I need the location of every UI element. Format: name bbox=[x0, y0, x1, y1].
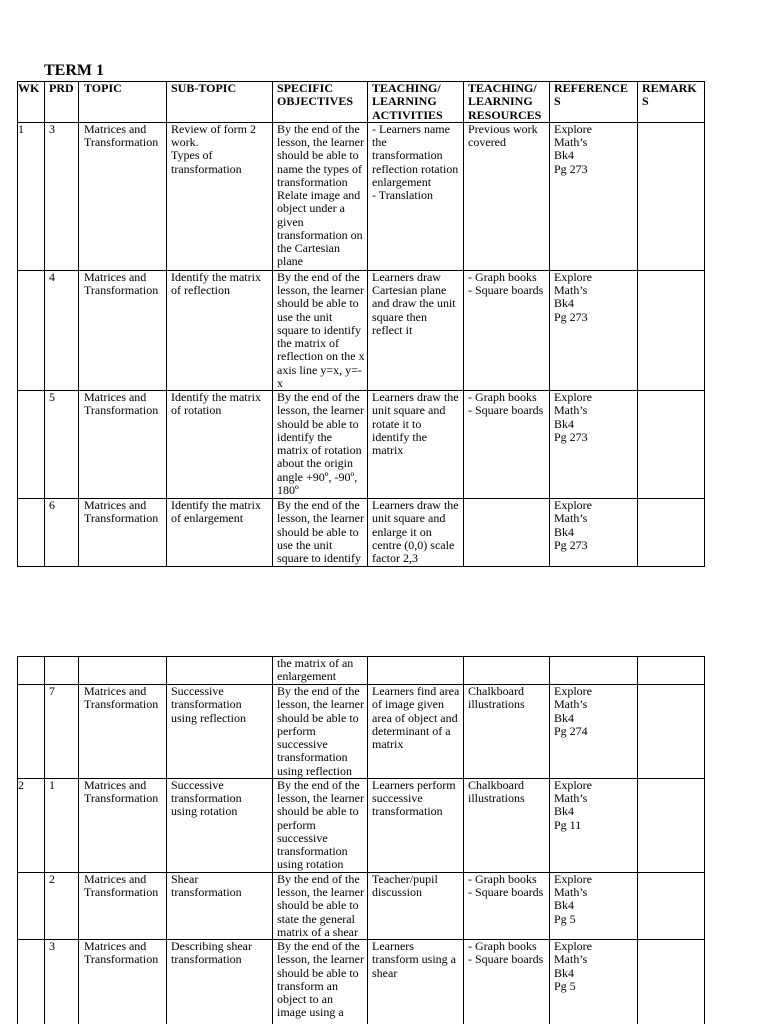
scheme-of-work-table-1 bbox=[17, 81, 705, 567]
cell-objectives: By the end of the lesson, the learner should be able to transform an object to an image using a bbox=[273, 940, 368, 1024]
cell-prd: 1 bbox=[45, 778, 79, 872]
cell-subtopic bbox=[167, 657, 273, 685]
page-2-clip bbox=[16, 655, 706, 1024]
cell-remarks bbox=[638, 940, 705, 1024]
cell-remarks bbox=[638, 657, 705, 685]
header-topic: TOPIC bbox=[79, 82, 167, 123]
cell-subtopic: Identify the matrix of rotation bbox=[167, 391, 273, 499]
cell-references: Explore Math’s Bk4 Pg 11 bbox=[550, 778, 638, 872]
cell-references: Explore Math’s Bk4 Pg 5 bbox=[550, 940, 638, 1024]
cell-remarks bbox=[638, 499, 705, 567]
cell-activities: Teacher/pupil discussion bbox=[368, 872, 464, 939]
cell-wk: 2 bbox=[18, 778, 45, 872]
cell-activities: Learners draw the unit square and enlarge it on centre (0,0) scale factor 2,3 bbox=[368, 499, 464, 567]
cell-topic: Matrices and Transformation bbox=[79, 685, 167, 779]
table-row bbox=[18, 270, 705, 390]
cell-references: Explore Math’s Bk4 Pg 273 bbox=[550, 499, 638, 567]
cell-prd: 3 bbox=[45, 940, 79, 1024]
cell-resources: - Graph books - Square boards bbox=[464, 270, 550, 390]
header-remarks: REMARK S bbox=[638, 82, 705, 123]
cell-activities: - Learners name the transformation reflection rotation enlargement - Translation bbox=[368, 122, 464, 270]
cell-prd: 7 bbox=[45, 685, 79, 779]
cell-wk bbox=[18, 391, 45, 499]
cell-objectives: By the end of the lesson, the learner should be able to use the unit square to identify bbox=[273, 499, 368, 567]
cell-activities: Learners draw the unit square and rotate it to identify the matrix bbox=[368, 391, 464, 499]
cell-topic: Matrices and Transformation bbox=[79, 872, 167, 939]
cell-prd: 4 bbox=[45, 270, 79, 390]
cell-subtopic: Successive transformation using reflection bbox=[167, 685, 273, 779]
table-row bbox=[18, 872, 705, 939]
cell-resources bbox=[464, 499, 550, 567]
cell-wk bbox=[18, 657, 45, 685]
cell-subtopic: Identify the matrix of enlargement bbox=[167, 499, 273, 567]
table-row bbox=[18, 685, 705, 779]
cell-prd: 6 bbox=[45, 499, 79, 567]
header-subtopic: SUB-TOPIC bbox=[167, 82, 273, 123]
cell-resources: Chalkboard illustrations bbox=[464, 778, 550, 872]
cell-references: Explore Math’s Bk4 Pg 274 bbox=[550, 685, 638, 779]
cell-remarks bbox=[638, 685, 705, 779]
cell-resources: Chalkboard illustrations bbox=[464, 685, 550, 779]
cell-objectives: By the end of the lesson, the learner should be able to perform successive transformation using reflection bbox=[273, 685, 368, 779]
cell-references: Explore Math’s Bk4 Pg 5 bbox=[550, 872, 638, 939]
cell-prd: 3 bbox=[45, 122, 79, 270]
header-wk: WK bbox=[18, 82, 45, 123]
header-row bbox=[18, 82, 705, 123]
cell-remarks bbox=[638, 270, 705, 390]
cell-remarks bbox=[638, 391, 705, 499]
table-body bbox=[18, 657, 705, 1024]
scheme-of-work-table-2 bbox=[17, 656, 705, 1024]
cell-references: Explore Math’s Bk4 Pg 273 bbox=[550, 270, 638, 390]
cell-topic: Matrices and Transformation bbox=[79, 499, 167, 567]
header-references: REFERENCE S bbox=[550, 82, 638, 123]
cell-topic: Matrices and Transformation bbox=[79, 122, 167, 270]
cell-references: Explore Math’s Bk4 Pg 273 bbox=[550, 391, 638, 499]
cell-remarks bbox=[638, 778, 705, 872]
cell-topic: Matrices and Transformation bbox=[79, 778, 167, 872]
cell-prd: 2 bbox=[45, 872, 79, 939]
header-objectives: SPECIFIC OBJECTIVES bbox=[273, 82, 368, 123]
cell-subtopic: Successive transformation using rotation bbox=[167, 778, 273, 872]
cell-remarks bbox=[638, 872, 705, 939]
table-row bbox=[18, 122, 705, 270]
cell-topic: Matrices and Transformation bbox=[79, 940, 167, 1024]
table-row bbox=[18, 499, 705, 567]
cell-subtopic: Identify the matrix of reflection bbox=[167, 270, 273, 390]
cell-objectives: By the end of the lesson, the learner should be able to name the types of transformation Relate image and object under a given transformation on the Cartesian plane bbox=[273, 122, 368, 270]
cell-resources: - Graph books - Square boards bbox=[464, 872, 550, 939]
cell-activities: Learners find area of image given area of object and determinant of a matrix bbox=[368, 685, 464, 779]
cell-remarks bbox=[638, 122, 705, 270]
cell-resources: Previous work covered bbox=[464, 122, 550, 270]
cell-topic: Matrices and Transformation bbox=[79, 391, 167, 499]
cell-activities: Learners draw Cartesian plane and draw the unit square then reflect it bbox=[368, 270, 464, 390]
header-resources: TEACHING/ LEARNING RESOURCES bbox=[464, 82, 550, 123]
cell-wk bbox=[18, 940, 45, 1024]
cell-wk: 1 bbox=[18, 122, 45, 270]
table-row bbox=[18, 657, 705, 685]
cell-wk bbox=[18, 499, 45, 567]
table-row bbox=[18, 391, 705, 499]
cell-activities: Learners perform successive transformation bbox=[368, 778, 464, 872]
cell-references bbox=[550, 657, 638, 685]
cell-objectives: By the end of the lesson, the learner should be able to use the unit square to identify the matrix of reflection on the x axis line y=x, y=- x bbox=[273, 270, 368, 390]
header-prd: PRD bbox=[45, 82, 79, 123]
table-row bbox=[18, 940, 705, 1024]
cell-objectives: By the end of the lesson, the learner should be able to perform successive transformation using rotation bbox=[273, 778, 368, 872]
table-row bbox=[18, 778, 705, 872]
cell-wk bbox=[18, 685, 45, 779]
cell-prd bbox=[45, 657, 79, 685]
cell-activities: Learners transform using a shear bbox=[368, 940, 464, 1024]
header-activities: TEACHING/ LEARNING ACTIVITIES bbox=[368, 82, 464, 123]
cell-resources: - Graph books - Square boards bbox=[464, 940, 550, 1024]
cell-resources bbox=[464, 657, 550, 685]
cell-references: Explore Math’s Bk4 Pg 273 bbox=[550, 122, 638, 270]
cell-objectives: the matrix of an enlargement bbox=[273, 657, 368, 685]
cell-resources: - Graph books - Square boards bbox=[464, 391, 550, 499]
cell-subtopic: Shear transformation bbox=[167, 872, 273, 939]
cell-subtopic: Review of form 2 work. Types of transformation bbox=[167, 122, 273, 270]
cell-objectives: By the end of the lesson, the learner should be able to identify the matrix of rotation about the origin angle +90º, -90º, 180º bbox=[273, 391, 368, 499]
page-title: TERM 1 bbox=[44, 62, 104, 79]
cell-topic bbox=[79, 657, 167, 685]
cell-prd: 5 bbox=[45, 391, 79, 499]
cell-wk bbox=[18, 270, 45, 390]
table-body bbox=[18, 82, 705, 567]
cell-subtopic: Describing shear transformation bbox=[167, 940, 273, 1024]
cell-objectives: By the end of the lesson, the learner should be able to state the general matrix of a shear bbox=[273, 872, 368, 939]
cell-activities bbox=[368, 657, 464, 685]
cell-topic: Matrices and Transformation bbox=[79, 270, 167, 390]
cell-wk bbox=[18, 872, 45, 939]
